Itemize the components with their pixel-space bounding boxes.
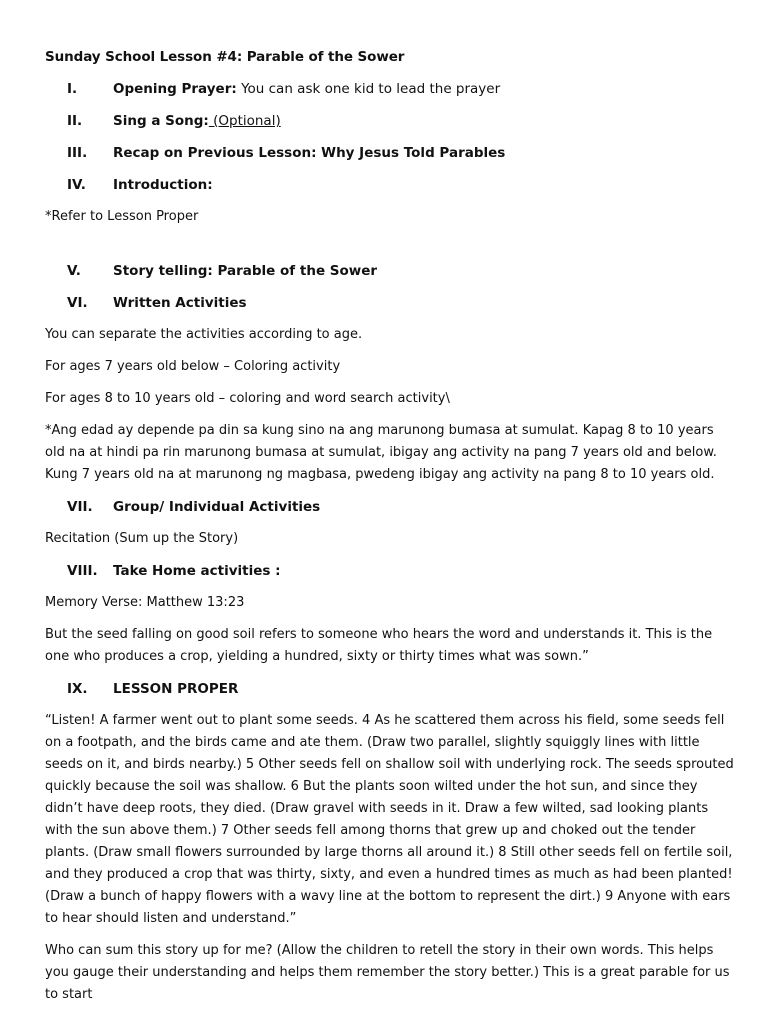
item-label: LESSON PROPER bbox=[113, 681, 239, 697]
item-group-activities bbox=[67, 496, 735, 518]
item-number: IX. bbox=[67, 681, 88, 697]
item-text: (Optional) bbox=[208, 113, 281, 129]
item-introduction bbox=[67, 174, 735, 196]
item-label: Opening Prayer: bbox=[113, 81, 237, 97]
paragraph-memory-verse: Memory Verse: Matthew 13:23 bbox=[45, 595, 245, 610]
item-number: I. bbox=[67, 81, 78, 97]
item-number: II. bbox=[67, 113, 83, 129]
paragraph-tagalog-note: *Ang edad ay depende pa din sa kung sino na ang marunong bumasa at sumulat. Kapag 8 to 10 years old na at hindi pa rin marunong bumasa at sumulat, ibigay ang activity na pang 7 years old and below. Kung 7 years old na at marunong ng magbasa, pwedeng ibigay ang activity na pang 8 to 10 years old. bbox=[45, 423, 717, 482]
item-opening-prayer bbox=[67, 78, 735, 100]
item-label: Written Activities bbox=[113, 295, 247, 311]
item-label: Recap on Previous Lesson: bbox=[113, 145, 317, 161]
item-label: Group/ Individual Activities bbox=[113, 499, 321, 515]
item-label: Sing a Song: bbox=[113, 113, 209, 129]
lesson-title: Sunday School Lesson #4: Parable of the Sower bbox=[45, 49, 405, 65]
item-text: Why Jesus Told Parables bbox=[316, 145, 506, 161]
item-label: Take Home activities : bbox=[113, 563, 281, 579]
paragraph-parable-text: “Listen! A farmer went out to plant some seeds. 4 As he scattered them across his field, some seeds fell on a footpath, and the birds came and ate them. (Draw two parallel, slightly squiggly lines with little seeds on it, and birds nearby.) 5 Other seeds fell on shallow soil with underlying rock. The seeds sprouted quickly because the soil was shallow. 6 But the plants soon wilted under the hot sun, and since they didn’t have deep roots, they died. (Draw gravel with seeds in it. Draw a few wilted, sad looking plants with the sun above them.) 7 Other seeds fell among thorns that grew up and choked out the tender plants. (Draw small flowers surrounded by large thorns all around it.) 8 Still other seeds fell on fertile soil, and they produced a crop that was thirty, sixty, and even a hundred times as much as had been planted! (Draw a bunch of happy flowers with a wavy line at the bottom to represent the dirt.) 9 Anyone with ears to hear should listen and understand.” bbox=[45, 713, 734, 926]
item-label: Introduction: bbox=[113, 177, 213, 193]
item-sing-a-song bbox=[67, 110, 735, 132]
paragraph-verse: But the seed falling on good soil refers to someone who hears the word and understands it. This is the one who produces a crop, yielding a hundred, sixty or thirty times what was sown.” bbox=[45, 627, 713, 664]
paragraph-separate: You can separate the activities according to age. bbox=[45, 327, 363, 342]
paragraph-recitation: Recitation (Sum up the Story) bbox=[45, 531, 239, 546]
item-number: VII. bbox=[67, 499, 93, 515]
paragraph-ages-8: For ages 8 to 10 years old – coloring and word search activity\ bbox=[45, 391, 450, 406]
item-number: VI. bbox=[67, 295, 88, 311]
item-number: III. bbox=[67, 145, 88, 161]
item-number: VIII. bbox=[67, 563, 98, 579]
spacer bbox=[45, 238, 735, 260]
document-page bbox=[45, 46, 735, 1016]
paragraph-sum-up: Who can sum this story up for me? (Allow the children to retell the story in their own words. This helps you gauge their understanding and helps them remember the story better.) This is a great parable for us to start bbox=[45, 943, 730, 1002]
paragraph-refer: *Refer to Lesson Proper bbox=[45, 209, 199, 224]
item-number: IV. bbox=[67, 177, 86, 193]
item-story-telling bbox=[67, 260, 735, 282]
item-number: V. bbox=[67, 263, 81, 279]
item-lesson-proper bbox=[67, 678, 735, 700]
item-written-activities bbox=[67, 292, 735, 314]
item-recap bbox=[67, 142, 735, 164]
paragraph-ages-7: For ages 7 years old below – Coloring activity bbox=[45, 359, 341, 374]
item-take-home bbox=[67, 560, 735, 582]
item-label: Story telling: Parable of the Sower bbox=[113, 263, 378, 279]
item-text: You can ask one kid to lead the prayer bbox=[236, 81, 501, 97]
